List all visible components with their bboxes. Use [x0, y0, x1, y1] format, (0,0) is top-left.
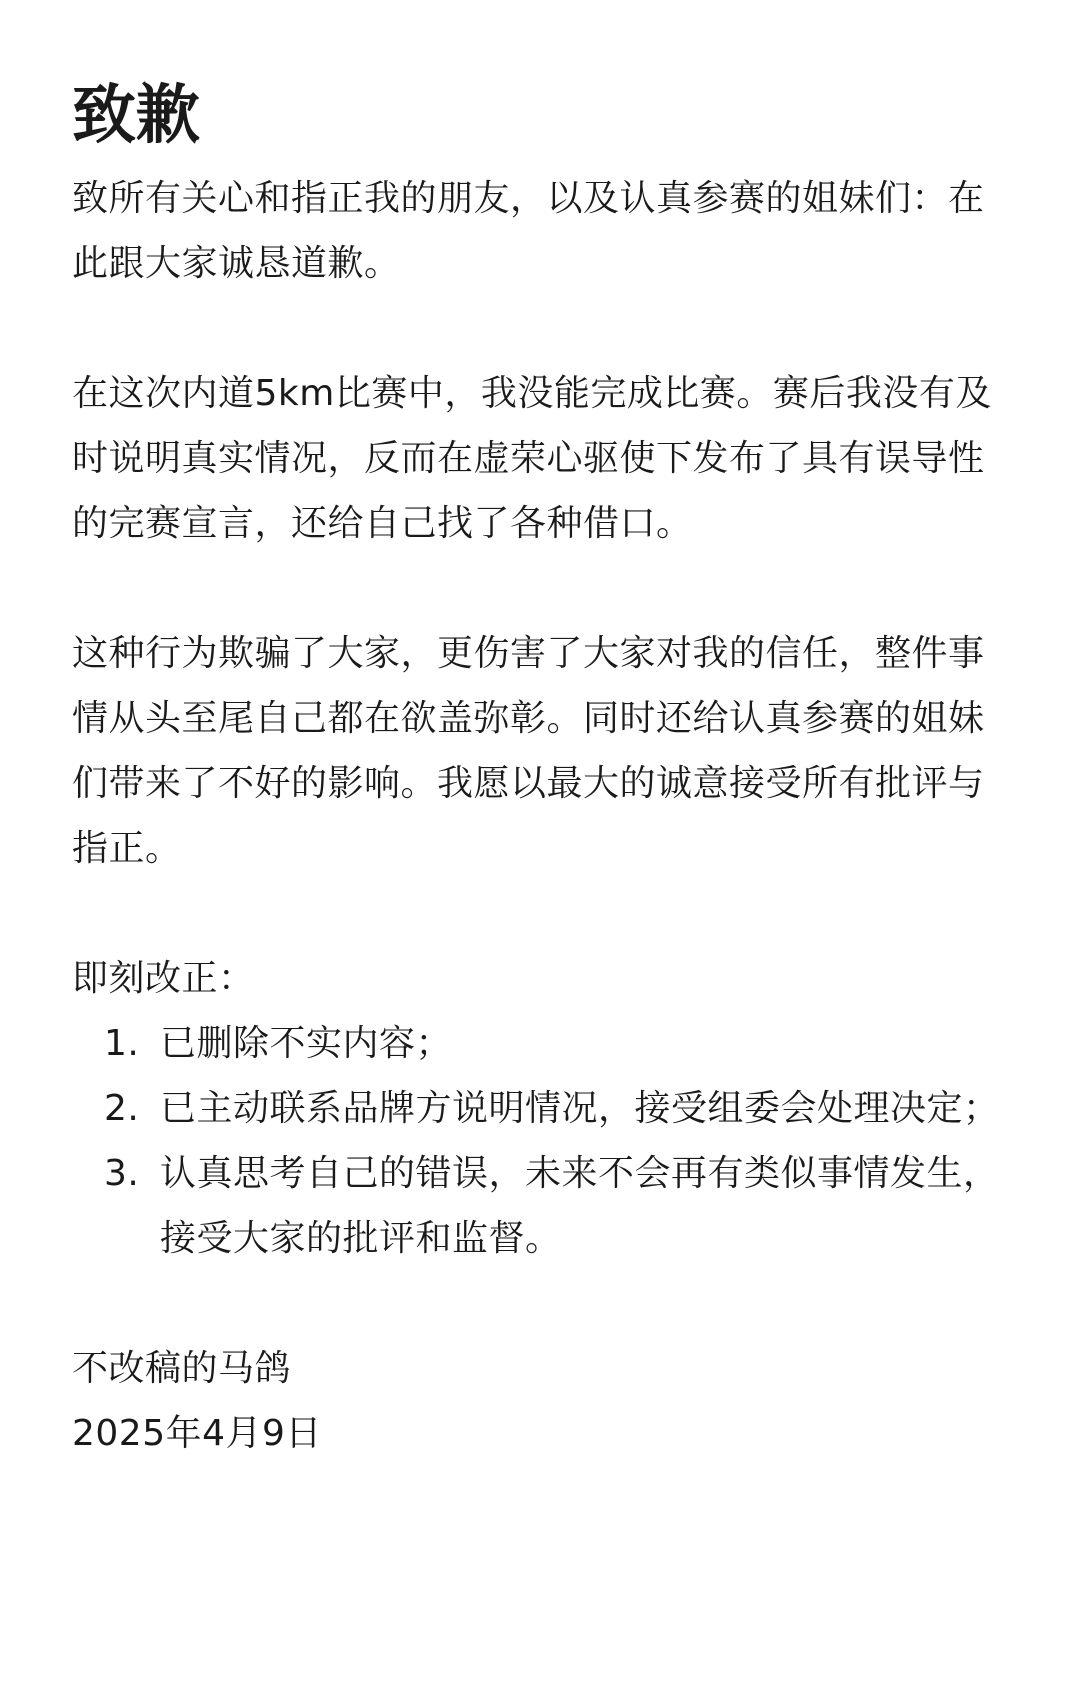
list-item-text: 认真思考自己的错误，未来不会再有类似事情发生，接受大家的批评和监督。 — [160, 1153, 1000, 1259]
list-item — [72, 1011, 1010, 1076]
paragraph-incident: 在这次内道5km比赛中，我没能完成比赛。赛后我没有及时说明真实情况，反而在虚荣心驱使下发布了具有误导性的完赛宣言，还给自己找了各种借口。 — [72, 373, 992, 544]
list-item-text: 已主动联系品牌方说明情况，接受组委会处理决定； — [160, 1088, 1000, 1129]
paragraph-impact: 这种行为欺骗了大家，更伤害了大家对我的信任，整件事情从头至尾自己都在欲盖弥彰。同时还给认真参赛的姐妹们带来了不好的影响。我愿以最大的诚意接受所有批评与指正。 — [72, 633, 985, 869]
corrections-list — [72, 1011, 1010, 1271]
corrections-heading: 即刻改正： — [72, 958, 255, 999]
corrections-section — [72, 946, 1010, 1271]
list-item-number: 2. — [104, 1088, 140, 1129]
list-item — [72, 1076, 1010, 1141]
list-item-text: 已删除不实内容； — [160, 1023, 453, 1064]
signature-date: 2025年4月9日 — [72, 1413, 322, 1454]
list-item-number: 3. — [104, 1153, 140, 1194]
list-item — [72, 1141, 1010, 1271]
document-title: 致歉 — [72, 79, 200, 153]
paragraph-intro: 致所有关心和指正我的朋友，以及认真参赛的姐妹们：在此跟大家诚恳道歉。 — [72, 178, 985, 284]
signature-block — [72, 1336, 1010, 1466]
list-item-number: 1. — [104, 1023, 140, 1064]
signature: 不改稿的马鸽 — [72, 1348, 292, 1389]
